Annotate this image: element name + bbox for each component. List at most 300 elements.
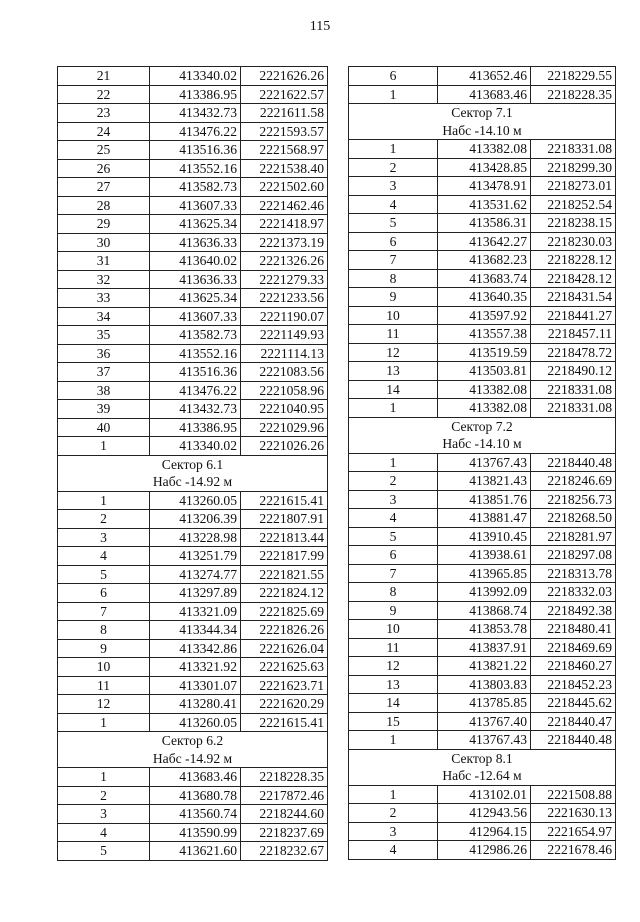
y-coordinate-cell: 2221678.46 bbox=[531, 841, 616, 860]
x-coordinate-cell: 413516.36 bbox=[150, 363, 241, 382]
x-coordinate-cell: 413851.76 bbox=[438, 490, 531, 509]
x-coordinate-cell: 413821.43 bbox=[438, 472, 531, 491]
point-number-cell: 9 bbox=[349, 601, 438, 620]
point-number-cell: 5 bbox=[58, 842, 150, 861]
point-number-cell: 40 bbox=[58, 418, 150, 437]
point-number-cell: 28 bbox=[58, 196, 150, 215]
point-number-cell: 23 bbox=[58, 104, 150, 123]
section-elevation: Нaбс -14.92 м bbox=[58, 473, 328, 491]
point-number-cell: 1 bbox=[58, 713, 150, 732]
y-coordinate-cell: 2221114.13 bbox=[241, 344, 328, 363]
section-header-row bbox=[349, 104, 616, 122]
y-coordinate-cell: 2218232.67 bbox=[241, 842, 328, 861]
y-coordinate-cell: 2221625.63 bbox=[241, 658, 328, 677]
x-coordinate-cell: 413560.74 bbox=[150, 805, 241, 824]
point-number-cell: 1 bbox=[349, 731, 438, 750]
y-coordinate-cell: 2221826.26 bbox=[241, 621, 328, 640]
table-row bbox=[58, 104, 328, 123]
point-number-cell: 2 bbox=[58, 510, 150, 529]
x-coordinate-cell: 413321.92 bbox=[150, 658, 241, 677]
x-coordinate-cell: 413476.22 bbox=[150, 122, 241, 141]
point-number-cell: 10 bbox=[349, 306, 438, 325]
point-number-cell: 6 bbox=[349, 546, 438, 565]
y-coordinate-cell: 2218281.97 bbox=[531, 527, 616, 546]
y-coordinate-cell: 2218441.27 bbox=[531, 306, 616, 325]
x-coordinate-cell: 413642.27 bbox=[438, 232, 531, 251]
y-coordinate-cell: 2218478.72 bbox=[531, 343, 616, 362]
y-coordinate-cell: 2221825.69 bbox=[241, 602, 328, 621]
y-coordinate-cell: 2221593.57 bbox=[241, 122, 328, 141]
y-coordinate-cell: 2221279.33 bbox=[241, 270, 328, 289]
point-number-cell: 9 bbox=[58, 639, 150, 658]
y-coordinate-cell: 2218452.23 bbox=[531, 675, 616, 694]
x-coordinate-cell: 413683.74 bbox=[438, 269, 531, 288]
y-coordinate-cell: 2218490.12 bbox=[531, 362, 616, 381]
y-coordinate-cell: 2221611.58 bbox=[241, 104, 328, 123]
x-coordinate-cell: 413476.22 bbox=[150, 381, 241, 400]
point-number-cell: 2 bbox=[349, 472, 438, 491]
section-header-row bbox=[349, 122, 616, 140]
y-coordinate-cell: 2218246.69 bbox=[531, 472, 616, 491]
x-coordinate-cell: 413340.02 bbox=[150, 437, 241, 456]
coordinates-table-right bbox=[348, 66, 616, 860]
x-coordinate-cell: 413552.16 bbox=[150, 344, 241, 363]
table-row bbox=[58, 196, 328, 215]
table-row bbox=[349, 472, 616, 491]
point-number-cell: 3 bbox=[349, 490, 438, 509]
y-coordinate-cell: 2221626.26 bbox=[241, 67, 328, 86]
point-number-cell: 11 bbox=[349, 325, 438, 344]
point-number-cell: 11 bbox=[349, 638, 438, 657]
table-row bbox=[349, 822, 616, 841]
x-coordinate-cell: 412986.26 bbox=[438, 841, 531, 860]
x-coordinate-cell: 413519.59 bbox=[438, 343, 531, 362]
table-row bbox=[58, 122, 328, 141]
x-coordinate-cell: 413582.73 bbox=[150, 326, 241, 345]
x-coordinate-cell: 412943.56 bbox=[438, 804, 531, 823]
table-row bbox=[58, 400, 328, 419]
section-title: Сектор 7.2 bbox=[349, 417, 616, 435]
section-elevation: Нaбс -14.92 м bbox=[58, 750, 328, 768]
x-coordinate-cell: 413301.07 bbox=[150, 676, 241, 695]
x-coordinate-cell: 413280.41 bbox=[150, 695, 241, 714]
x-coordinate-cell: 413386.95 bbox=[150, 85, 241, 104]
section-elevation: Нaбс -14.10 м bbox=[349, 435, 616, 453]
table-row bbox=[349, 362, 616, 381]
y-coordinate-cell: 2221040.95 bbox=[241, 400, 328, 419]
table-row bbox=[349, 490, 616, 509]
x-coordinate-cell: 413274.77 bbox=[150, 565, 241, 584]
point-number-cell: 27 bbox=[58, 178, 150, 197]
point-number-cell: 39 bbox=[58, 400, 150, 419]
page-number: 115 bbox=[309, 19, 331, 34]
point-number-cell: 15 bbox=[349, 712, 438, 731]
x-coordinate-cell: 413607.33 bbox=[150, 307, 241, 326]
x-coordinate-cell: 413837.91 bbox=[438, 638, 531, 657]
table-row bbox=[58, 289, 328, 308]
table-row bbox=[58, 178, 328, 197]
point-number-cell: 9 bbox=[349, 288, 438, 307]
y-coordinate-cell: 2218440.47 bbox=[531, 712, 616, 731]
point-number-cell: 2 bbox=[58, 786, 150, 805]
x-coordinate-cell: 413382.08 bbox=[438, 399, 531, 418]
x-coordinate-cell: 413590.99 bbox=[150, 823, 241, 842]
table-row bbox=[349, 269, 616, 288]
x-coordinate-cell: 413965.85 bbox=[438, 564, 531, 583]
x-coordinate-cell: 413621.60 bbox=[150, 842, 241, 861]
table-row bbox=[349, 251, 616, 270]
x-coordinate-cell: 413640.35 bbox=[438, 288, 531, 307]
point-number-cell: 22 bbox=[58, 85, 150, 104]
table-row bbox=[58, 381, 328, 400]
table-row bbox=[58, 621, 328, 640]
table-row bbox=[349, 620, 616, 639]
x-coordinate-cell: 413340.02 bbox=[150, 67, 241, 86]
table-row bbox=[349, 804, 616, 823]
x-coordinate-cell: 413432.73 bbox=[150, 104, 241, 123]
table-row bbox=[349, 380, 616, 399]
y-coordinate-cell: 2221807.91 bbox=[241, 510, 328, 529]
y-coordinate-cell: 2218268.50 bbox=[531, 509, 616, 528]
point-number-cell: 29 bbox=[58, 215, 150, 234]
point-number-cell: 37 bbox=[58, 363, 150, 382]
x-coordinate-cell: 413228.98 bbox=[150, 528, 241, 547]
y-coordinate-cell: 2221568.97 bbox=[241, 141, 328, 160]
section-header-row bbox=[349, 767, 616, 785]
y-coordinate-cell: 2218445.62 bbox=[531, 694, 616, 713]
y-coordinate-cell: 2221418.97 bbox=[241, 215, 328, 234]
table-row bbox=[58, 326, 328, 345]
point-number-cell: 3 bbox=[349, 177, 438, 196]
y-coordinate-cell: 2218228.35 bbox=[531, 85, 616, 104]
section-title: Сектор 7.1 bbox=[349, 104, 616, 122]
point-number-cell: 35 bbox=[58, 326, 150, 345]
x-coordinate-cell: 413682.23 bbox=[438, 251, 531, 270]
y-coordinate-cell: 2218299.30 bbox=[531, 158, 616, 177]
table-row bbox=[349, 232, 616, 251]
table-row bbox=[349, 343, 616, 362]
y-coordinate-cell: 2221626.04 bbox=[241, 639, 328, 658]
x-coordinate-cell: 413868.74 bbox=[438, 601, 531, 620]
y-coordinate-cell: 2221622.57 bbox=[241, 85, 328, 104]
x-coordinate-cell: 413586.31 bbox=[438, 214, 531, 233]
table-row bbox=[58, 584, 328, 603]
table-row bbox=[349, 85, 616, 104]
table-row bbox=[58, 491, 328, 510]
y-coordinate-cell: 2221326.26 bbox=[241, 252, 328, 271]
point-number-cell: 13 bbox=[349, 675, 438, 694]
table-row bbox=[58, 252, 328, 271]
x-coordinate-cell: 413597.92 bbox=[438, 306, 531, 325]
point-number-cell: 7 bbox=[349, 564, 438, 583]
table-row bbox=[58, 639, 328, 658]
point-number-cell: 11 bbox=[58, 676, 150, 695]
point-number-cell: 31 bbox=[58, 252, 150, 271]
point-number-cell: 6 bbox=[349, 232, 438, 251]
point-number-cell: 12 bbox=[58, 695, 150, 714]
point-number-cell: 34 bbox=[58, 307, 150, 326]
point-number-cell: 6 bbox=[349, 67, 438, 86]
point-number-cell: 10 bbox=[349, 620, 438, 639]
point-number-cell: 8 bbox=[58, 621, 150, 640]
section-header-row bbox=[349, 435, 616, 453]
y-coordinate-cell: 2221058.96 bbox=[241, 381, 328, 400]
point-number-cell: 5 bbox=[58, 565, 150, 584]
table-row bbox=[58, 437, 328, 456]
table-row bbox=[349, 399, 616, 418]
y-coordinate-cell: 2218230.03 bbox=[531, 232, 616, 251]
point-number-cell: 1 bbox=[58, 491, 150, 510]
y-coordinate-cell: 2218244.60 bbox=[241, 805, 328, 824]
y-coordinate-cell: 2221615.41 bbox=[241, 713, 328, 732]
point-number-cell: 4 bbox=[349, 841, 438, 860]
table-row bbox=[349, 638, 616, 657]
y-coordinate-cell: 2221029.96 bbox=[241, 418, 328, 437]
x-coordinate-cell: 412964.15 bbox=[438, 822, 531, 841]
table-row bbox=[58, 676, 328, 695]
table-row bbox=[349, 288, 616, 307]
y-coordinate-cell: 2221190.07 bbox=[241, 307, 328, 326]
table-row bbox=[349, 177, 616, 196]
y-coordinate-cell: 2218237.69 bbox=[241, 823, 328, 842]
y-coordinate-cell: 2221817.99 bbox=[241, 547, 328, 566]
y-coordinate-cell: 2221502.60 bbox=[241, 178, 328, 197]
x-coordinate-cell: 413552.16 bbox=[150, 159, 241, 178]
y-coordinate-cell: 2218229.55 bbox=[531, 67, 616, 86]
table-row bbox=[58, 67, 328, 86]
y-coordinate-cell: 2218297.08 bbox=[531, 546, 616, 565]
table-row bbox=[58, 768, 328, 787]
table-row bbox=[349, 712, 616, 731]
y-coordinate-cell: 2221508.88 bbox=[531, 785, 616, 804]
y-coordinate-cell: 2221373.19 bbox=[241, 233, 328, 252]
y-coordinate-cell: 2221538.40 bbox=[241, 159, 328, 178]
table-row bbox=[349, 564, 616, 583]
point-number-cell: 30 bbox=[58, 233, 150, 252]
point-number-cell: 12 bbox=[349, 657, 438, 676]
x-coordinate-cell: 413636.33 bbox=[150, 233, 241, 252]
point-number-cell: 24 bbox=[58, 122, 150, 141]
y-coordinate-cell: 2218313.78 bbox=[531, 564, 616, 583]
y-coordinate-cell: 2218440.48 bbox=[531, 731, 616, 750]
table-row bbox=[349, 306, 616, 325]
x-coordinate-cell: 413260.05 bbox=[150, 491, 241, 510]
coordinates-table-left bbox=[57, 66, 328, 861]
y-coordinate-cell: 2221824.12 bbox=[241, 584, 328, 603]
y-coordinate-cell: 2218331.08 bbox=[531, 380, 616, 399]
table-row bbox=[58, 510, 328, 529]
table-row bbox=[58, 565, 328, 584]
y-coordinate-cell: 2221620.29 bbox=[241, 695, 328, 714]
x-coordinate-cell: 413640.02 bbox=[150, 252, 241, 271]
point-number-cell: 26 bbox=[58, 159, 150, 178]
table-row bbox=[349, 214, 616, 233]
y-coordinate-cell: 2218457.11 bbox=[531, 325, 616, 344]
y-coordinate-cell: 2221813.44 bbox=[241, 528, 328, 547]
x-coordinate-cell: 413683.46 bbox=[150, 768, 241, 787]
table-row bbox=[349, 583, 616, 602]
x-coordinate-cell: 413767.43 bbox=[438, 453, 531, 472]
x-coordinate-cell: 413557.38 bbox=[438, 325, 531, 344]
y-coordinate-cell: 2218228.12 bbox=[531, 251, 616, 270]
x-coordinate-cell: 413767.43 bbox=[438, 731, 531, 750]
point-number-cell: 5 bbox=[349, 214, 438, 233]
x-coordinate-cell: 413680.78 bbox=[150, 786, 241, 805]
x-coordinate-cell: 413382.08 bbox=[438, 140, 531, 159]
point-number-cell: 36 bbox=[58, 344, 150, 363]
section-elevation: Нaбс -14.10 м bbox=[349, 122, 616, 140]
table-row bbox=[349, 657, 616, 676]
table-row bbox=[58, 842, 328, 861]
point-number-cell: 5 bbox=[349, 527, 438, 546]
section-header-row bbox=[58, 473, 328, 491]
table-row bbox=[58, 159, 328, 178]
y-coordinate-cell: 2221654.97 bbox=[531, 822, 616, 841]
y-coordinate-cell: 2218331.08 bbox=[531, 140, 616, 159]
table-row bbox=[349, 140, 616, 159]
point-number-cell: 1 bbox=[349, 85, 438, 104]
table-row bbox=[58, 307, 328, 326]
y-coordinate-cell: 2218492.38 bbox=[531, 601, 616, 620]
point-number-cell: 8 bbox=[349, 583, 438, 602]
x-coordinate-cell: 413992.09 bbox=[438, 583, 531, 602]
table-row bbox=[58, 713, 328, 732]
point-number-cell: 3 bbox=[58, 528, 150, 547]
table-row bbox=[58, 805, 328, 824]
y-coordinate-cell: 2221623.71 bbox=[241, 676, 328, 695]
point-number-cell: 1 bbox=[58, 437, 150, 456]
x-coordinate-cell: 413853.78 bbox=[438, 620, 531, 639]
point-number-cell: 4 bbox=[58, 547, 150, 566]
y-coordinate-cell: 2221462.46 bbox=[241, 196, 328, 215]
point-number-cell: 38 bbox=[58, 381, 150, 400]
point-number-cell: 12 bbox=[349, 343, 438, 362]
x-coordinate-cell: 413625.34 bbox=[150, 215, 241, 234]
table-row bbox=[349, 195, 616, 214]
x-coordinate-cell: 413503.81 bbox=[438, 362, 531, 381]
x-coordinate-cell: 413821.22 bbox=[438, 657, 531, 676]
section-title: Сектор 8.1 bbox=[349, 749, 616, 767]
table-row bbox=[349, 841, 616, 860]
x-coordinate-cell: 413260.05 bbox=[150, 713, 241, 732]
point-number-cell: 13 bbox=[349, 362, 438, 381]
x-coordinate-cell: 413386.95 bbox=[150, 418, 241, 437]
table-row bbox=[58, 233, 328, 252]
y-coordinate-cell: 2218428.12 bbox=[531, 269, 616, 288]
y-coordinate-cell: 2218332.03 bbox=[531, 583, 616, 602]
point-number-cell: 25 bbox=[58, 141, 150, 160]
x-coordinate-cell: 413251.79 bbox=[150, 547, 241, 566]
x-coordinate-cell: 413652.46 bbox=[438, 67, 531, 86]
x-coordinate-cell: 413625.34 bbox=[150, 289, 241, 308]
point-number-cell: 3 bbox=[349, 822, 438, 841]
y-coordinate-cell: 2218256.73 bbox=[531, 490, 616, 509]
x-coordinate-cell: 413607.33 bbox=[150, 196, 241, 215]
point-number-cell: 4 bbox=[58, 823, 150, 842]
point-number-cell: 1 bbox=[349, 140, 438, 159]
point-number-cell: 2 bbox=[349, 804, 438, 823]
point-number-cell: 3 bbox=[58, 805, 150, 824]
table-row bbox=[349, 453, 616, 472]
point-number-cell: 7 bbox=[58, 602, 150, 621]
point-number-cell: 1 bbox=[349, 399, 438, 418]
x-coordinate-cell: 413382.08 bbox=[438, 380, 531, 399]
y-coordinate-cell: 2221026.26 bbox=[241, 437, 328, 456]
point-number-cell: 14 bbox=[349, 694, 438, 713]
y-coordinate-cell: 2221821.55 bbox=[241, 565, 328, 584]
y-coordinate-cell: 2218273.01 bbox=[531, 177, 616, 196]
point-number-cell: 33 bbox=[58, 289, 150, 308]
x-coordinate-cell: 413206.39 bbox=[150, 510, 241, 529]
point-number-cell: 7 bbox=[349, 251, 438, 270]
x-coordinate-cell: 413342.86 bbox=[150, 639, 241, 658]
table-row bbox=[349, 509, 616, 528]
table-row bbox=[349, 601, 616, 620]
table-row bbox=[349, 675, 616, 694]
point-number-cell: 6 bbox=[58, 584, 150, 603]
y-coordinate-cell: 2218331.08 bbox=[531, 399, 616, 418]
point-number-cell: 4 bbox=[349, 509, 438, 528]
y-coordinate-cell: 2221149.93 bbox=[241, 326, 328, 345]
section-header-row bbox=[58, 455, 328, 473]
point-number-cell: 4 bbox=[349, 195, 438, 214]
y-coordinate-cell: 2221630.13 bbox=[531, 804, 616, 823]
table-row bbox=[58, 528, 328, 547]
table-row bbox=[349, 158, 616, 177]
y-coordinate-cell: 2218431.54 bbox=[531, 288, 616, 307]
section-header-row bbox=[58, 750, 328, 768]
table-row bbox=[58, 141, 328, 160]
x-coordinate-cell: 413428.85 bbox=[438, 158, 531, 177]
table-row bbox=[58, 270, 328, 289]
point-number-cell: 14 bbox=[349, 380, 438, 399]
point-number-cell: 1 bbox=[349, 785, 438, 804]
y-coordinate-cell: 2218252.54 bbox=[531, 195, 616, 214]
point-number-cell: 2 bbox=[349, 158, 438, 177]
point-number-cell: 21 bbox=[58, 67, 150, 86]
y-coordinate-cell: 2221083.56 bbox=[241, 363, 328, 382]
section-header-row bbox=[349, 749, 616, 767]
table-row bbox=[349, 67, 616, 86]
x-coordinate-cell: 413321.09 bbox=[150, 602, 241, 621]
y-coordinate-cell: 2218228.35 bbox=[241, 768, 328, 787]
table-row bbox=[58, 215, 328, 234]
table-row bbox=[58, 786, 328, 805]
table-row bbox=[58, 547, 328, 566]
section-title: Сектор 6.1 bbox=[58, 455, 328, 473]
table-row bbox=[58, 363, 328, 382]
point-number-cell: 32 bbox=[58, 270, 150, 289]
table-row bbox=[349, 546, 616, 565]
y-coordinate-cell: 2217872.46 bbox=[241, 786, 328, 805]
section-elevation: Нaбс -12.64 м bbox=[349, 767, 616, 785]
table-row bbox=[58, 695, 328, 714]
y-coordinate-cell: 2221233.56 bbox=[241, 289, 328, 308]
table-row bbox=[349, 785, 616, 804]
y-coordinate-cell: 2218440.48 bbox=[531, 453, 616, 472]
x-coordinate-cell: 413938.61 bbox=[438, 546, 531, 565]
x-coordinate-cell: 413344.34 bbox=[150, 621, 241, 640]
table-row bbox=[349, 694, 616, 713]
section-title: Сектор 6.2 bbox=[58, 732, 328, 750]
x-coordinate-cell: 413432.73 bbox=[150, 400, 241, 419]
y-coordinate-cell: 2221615.41 bbox=[241, 491, 328, 510]
section-header-row bbox=[349, 417, 616, 435]
table-row bbox=[349, 325, 616, 344]
y-coordinate-cell: 2218460.27 bbox=[531, 657, 616, 676]
y-coordinate-cell: 2218480.41 bbox=[531, 620, 616, 639]
x-coordinate-cell: 413910.45 bbox=[438, 527, 531, 546]
